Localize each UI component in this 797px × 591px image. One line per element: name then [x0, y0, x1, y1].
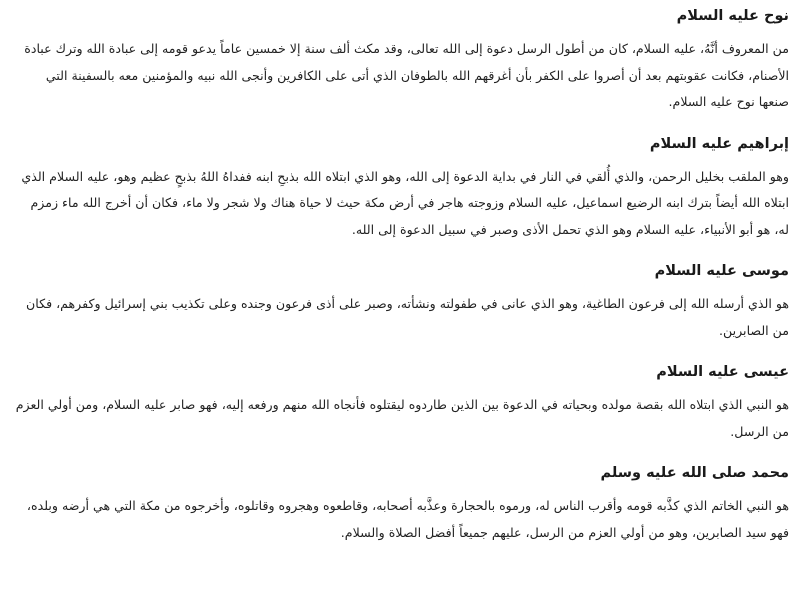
section-ibrahim	[12, 134, 789, 244]
section-paragraph: هو النبي الخاتم الذي كذَّبه قومه وأقرب الناس له، ورموه بالحجارة وعذَّبه أصحابه، وقاطعوه وهجروه وقاتلوه، وأخرجوه من مكة التي هي أرضه وبلده، فهو سيد الصابرين، وهو من أولي العزم من الرسل، عليهم جميعاً أفضل الصلاة والسلام.	[26, 498, 789, 540]
section-nuh	[12, 6, 789, 116]
section-title: موسى عليه السلام	[654, 263, 789, 279]
section-title: إبراهيم عليه السلام	[649, 135, 789, 152]
section-paragraph: من المعروف أنَّهُ، عليه السلام، كان من أطول الرسل دعوة إلى الله تعالى، وقد مكث ألف سنة إلا خمسين عاماً يدعو قومه إلى عبادة الله وترك عبادة الأصنام، فكانت عقوبتهم بعد أن أصروا على الكفر بأن أغرقهم الله بالطوفان الذي أتى على الكافرين وأنجى الله نبيه والمؤمنين معه بالسفينة التي صنعها نوح عليه السلام.	[24, 41, 789, 109]
section-paragraph: وهو الملقب بخليل الرحمن، والذي أُلقي في النار في بداية الدعوة إلى الله، وهو الذي ابتلاه الله بذبحِ ابنه ففداهُ اللهُ بذبحٍ عظيم وهو، عليه السلام الذي ابتلاه الله أيضاً بترك ابنه الرضيع اسماعيل، عليه السلام وزوجته هاجر في أرض مكة حيث لا حياة هناك ولا شجر ولا ماء، فكان أن أخرج الله ماء زمزم له، هو أبو الأنبياء، عليه السلام وهو الذي تحمل الأذى وصبر في سبيل الدعوة إلى الله.	[21, 168, 789, 237]
section-isa	[12, 362, 789, 445]
section-title: نوح عليه السلام	[676, 8, 789, 24]
section-paragraph: هو النبي الذي ابتلاه الله بقصة مولده وبحياته في الدعوة بين الذين طاردوه ليقتلوه فأنجاه الله منهم ورفعه إليه، فهو صابر عليه السلام، ومن أولي العزم من الرسل.	[15, 397, 789, 439]
section-title: عيسى عليه السلام	[656, 364, 789, 380]
section-paragraph: هو الذي أرسله الله إلى فرعون الطاغية، وهو الذي عانى في طفولته ونشأته، وصبر على أذى فرعون وجنده وعلى تكذيب بني إسرائيل وكفرهم، فكان من الصابرين.	[26, 296, 789, 338]
section-musa	[12, 261, 789, 344]
section-muhammad	[12, 463, 789, 546]
section-title: محمد صلى الله عليه وسلم	[600, 465, 789, 481]
